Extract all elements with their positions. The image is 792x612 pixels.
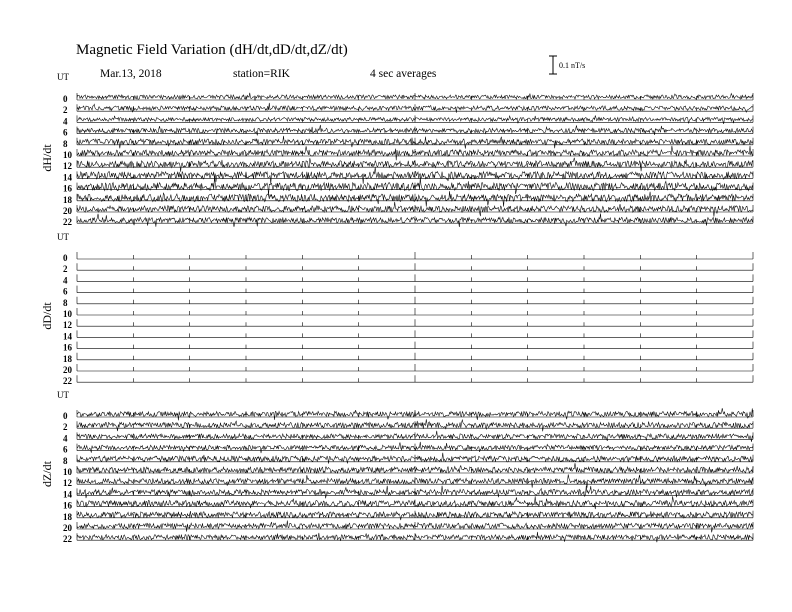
chart-averaging: 4 sec averages — [370, 68, 437, 80]
ut-label: UT — [57, 72, 69, 82]
hour-label: 10 — [63, 467, 72, 477]
panel-label: dH/dt — [40, 144, 54, 172]
hour-label: 18 — [63, 511, 72, 522]
scale-bar-label: 0.1 nT/s — [559, 61, 586, 70]
hour-label: 8 — [63, 455, 68, 466]
hour-label: 0 — [63, 411, 68, 421]
panel-dz-dt — [40, 390, 753, 544]
hour-label: 12 — [63, 478, 72, 489]
chart-date: Mar.13, 2018 — [100, 68, 162, 80]
hour-label: 0 — [63, 94, 68, 104]
hour-label: 6 — [63, 444, 68, 455]
chart-station: station=RIK — [233, 68, 290, 80]
hour-label: 22 — [63, 376, 72, 387]
panel-label: dD/dt — [40, 302, 54, 330]
hour-label: 18 — [63, 194, 72, 205]
hour-label: 10 — [63, 309, 72, 319]
hour-label: 10 — [63, 150, 72, 160]
hour-label: 8 — [63, 138, 68, 149]
hour-label: 20 — [63, 365, 72, 375]
ut-label: UT — [57, 390, 69, 400]
hour-label: 4 — [63, 275, 68, 286]
chart-title: Magnetic Field Variation (dH/dt,dD/dt,dZ/dt) — [76, 42, 348, 58]
hour-label: 20 — [63, 206, 72, 216]
hour-label: 14 — [63, 331, 72, 342]
hour-label: 22 — [63, 534, 72, 545]
trace-line — [77, 202, 753, 217]
panel-dd-dt — [40, 232, 753, 386]
hour-label: 6 — [63, 127, 68, 138]
hour-label: 22 — [63, 217, 72, 228]
hour-label: 6 — [63, 286, 68, 297]
panel-dh-dt — [40, 72, 753, 227]
panels-group — [40, 72, 753, 544]
hour-label: 0 — [63, 253, 68, 263]
hour-label: 16 — [63, 342, 72, 353]
hour-label: 12 — [63, 320, 72, 331]
hour-label: 18 — [63, 353, 72, 364]
hour-label: 14 — [63, 172, 72, 183]
scale-bar — [549, 56, 585, 74]
hour-label: 4 — [63, 433, 68, 444]
hour-label: 14 — [63, 489, 72, 500]
ut-label: UT — [57, 232, 69, 242]
hour-label: 16 — [63, 183, 72, 194]
hour-label: 16 — [63, 500, 72, 511]
hour-label: 8 — [63, 297, 68, 308]
hour-label: 2 — [63, 422, 68, 433]
hour-label: 2 — [63, 105, 68, 116]
hour-label: 20 — [63, 523, 72, 533]
hour-label: 12 — [63, 161, 72, 172]
hour-label: 4 — [63, 116, 68, 127]
hour-label: 2 — [63, 264, 68, 275]
panel-label: dZ/dt — [40, 461, 54, 487]
